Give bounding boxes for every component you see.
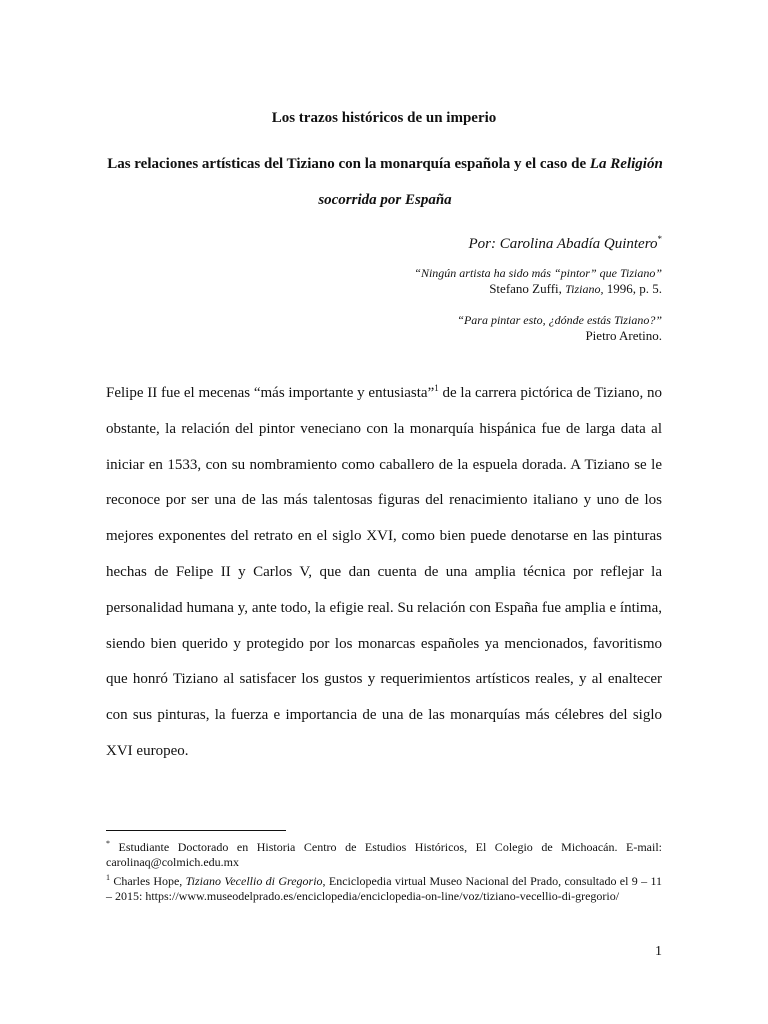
page-number: 1 bbox=[655, 944, 662, 959]
footnote-text-after: , Enciclopedia virtual Museo Nacional del Prado, consultado el 9 – 11 – 2015: https://www.museodelprado.es/enciclopedia/enciclopedia-on-line/voz/tiziano-vecellio-di-gregorio/ bbox=[106, 874, 662, 903]
body-paragraph bbox=[106, 376, 662, 770]
footnote-ref-1[interactable]: 1 bbox=[434, 383, 439, 393]
footnotes bbox=[106, 836, 662, 904]
author-line bbox=[468, 234, 662, 253]
footnote-mark: * bbox=[106, 839, 110, 848]
footnote-item bbox=[106, 836, 662, 870]
epigraph-source-details: 1996, p. 5. bbox=[603, 281, 662, 296]
footnote-item bbox=[106, 870, 662, 904]
subtitle-italic-title: La Religión socorrida por España bbox=[318, 156, 663, 208]
epigraph-quote: “Para pintar esto, ¿dónde estás Tiziano?” bbox=[457, 313, 662, 327]
epigraph-1 bbox=[414, 265, 662, 297]
document-subtitle bbox=[105, 146, 665, 218]
epigraph-2 bbox=[457, 312, 662, 344]
footnote-mark: 1 bbox=[106, 873, 110, 882]
footnote-italic-title: Tiziano Vecellio di Gregorio bbox=[185, 874, 323, 888]
footnote-separator bbox=[106, 830, 286, 831]
document-title: Los trazos históricos de un imperio bbox=[271, 110, 497, 126]
author-name: Por: Carolina Abadía Quintero bbox=[468, 236, 658, 252]
footnote-text: Estudiante Doctorado en Historia Centro de Estudios Históricos, El Colegio de Michoacán. E-mail: carolinaq@colmich.edu.mx bbox=[106, 840, 662, 869]
body-text-rest: de la carrera pictórica de Tiziano, no obstante, la relación del pintor veneciano con la monarquía hispánica fue de larga data al iniciar en 1533, con su nombramiento como caballero de la espuela dorada. A Tiziano se le reconoce por ser una de las más talentosas figuras del renacimiento italiano y uno de los mejores exponentes del retrato en el siglo XVI, como bien puede denotarse en las pinturas hechas de Felipe II y Carlos V, que dan cuenta de una amplia técnica por reflejar la personalidad humana y, ante todo, la efigie real. Su relación con España fue amplia e íntima, siendo bien querido y protegido por los monarcas españoles ya mencionados, favoritismo que honró Tiziano al satisfacer los gustos y requerimientos artísticos reales, y al enaltecer con sus pinturas, la fuerza e importancia de una de las monarquías más célebres del siglo XVI europeo. bbox=[106, 385, 662, 759]
footnote-text: Charles Hope, bbox=[110, 874, 186, 888]
epigraph-source-author: Stefano Zuffi, bbox=[489, 281, 566, 296]
epigraph-quote: “Ningún artista ha sido más “pintor” que Tiziano” bbox=[414, 266, 662, 280]
epigraph-source bbox=[457, 328, 662, 344]
subtitle-text: Las relaciones artísticas del Tiziano con la monarquía española y el caso de bbox=[107, 156, 590, 172]
body-text-start: Felipe II fue el mecenas “más importante y entusiasta” bbox=[106, 385, 435, 401]
author-footnote-mark: * bbox=[657, 234, 662, 244]
epigraph-source-author: Pietro Aretino. bbox=[585, 328, 662, 343]
epigraph-source-title: Tiziano, bbox=[565, 282, 604, 296]
epigraph-source bbox=[414, 281, 662, 297]
